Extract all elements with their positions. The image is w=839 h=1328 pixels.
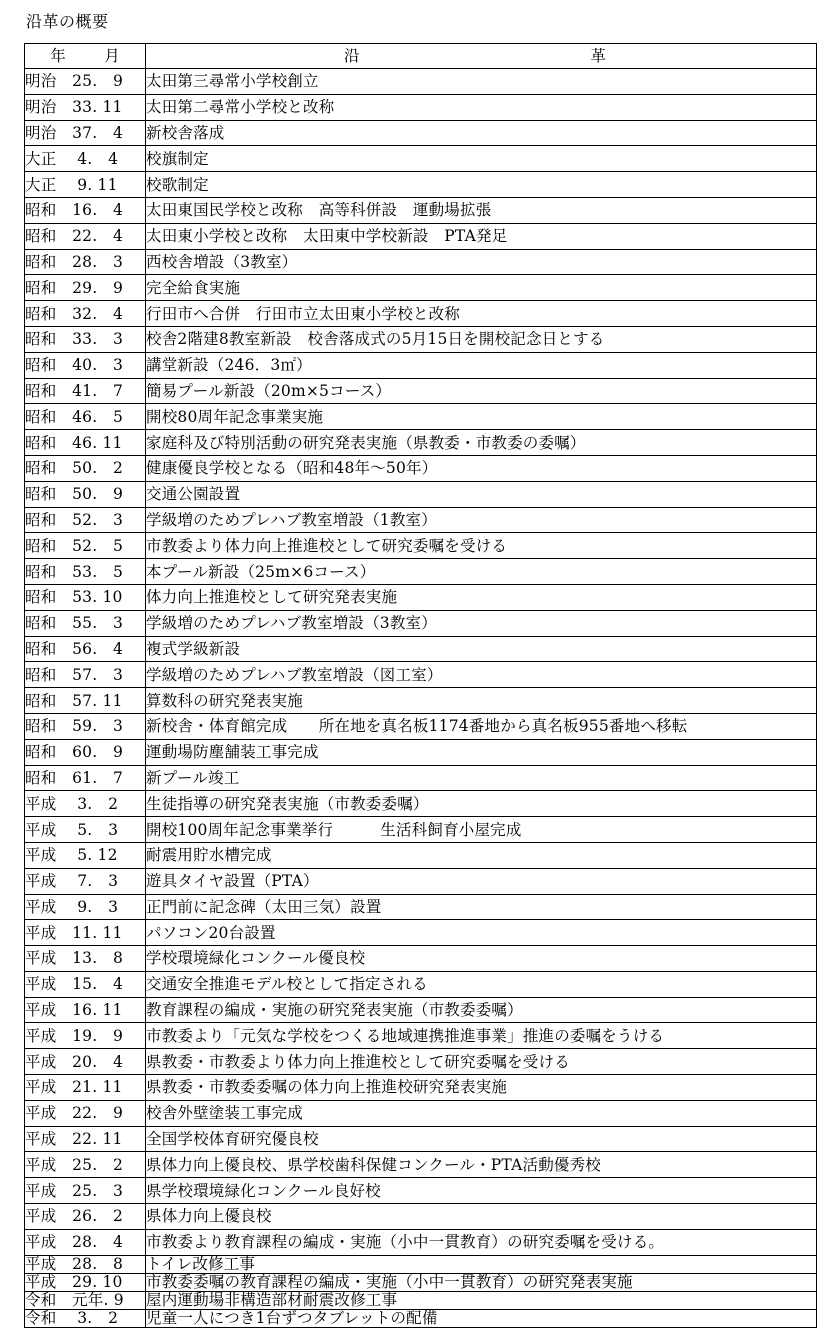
table-row	[25, 946, 817, 972]
row-event: 市教委より体力向上推進校として研究委嘱を受ける	[146, 533, 817, 559]
history-table	[24, 43, 817, 1328]
header-date: 年 月	[25, 44, 146, 69]
row-event: パソコン20台設置	[146, 920, 817, 946]
row-event: 校舎外壁塗装工事完成	[146, 1100, 817, 1126]
table-row	[25, 172, 817, 198]
row-date: 平成 3. 2	[25, 791, 146, 817]
table-row	[25, 1049, 817, 1075]
row-event: 県体力向上優良校	[146, 1204, 817, 1230]
row-event: 校舎2階建8教室新設 校舎落成式の5月15日を開校記念日とする	[146, 326, 817, 352]
table-row	[25, 249, 817, 275]
table-row	[25, 120, 817, 146]
table-row	[25, 791, 817, 817]
history-rows	[25, 69, 817, 1328]
table-header-row	[25, 44, 817, 69]
row-date: 平成 28. 4	[25, 1229, 146, 1255]
table-row	[25, 378, 817, 404]
row-event: 複式学級新設	[146, 636, 817, 662]
table-row	[25, 817, 817, 843]
table-row	[25, 1023, 817, 1049]
row-event: 生徒指導の研究発表実施（市教委委嘱）	[146, 791, 817, 817]
row-event: 太田第三尋常小学校創立	[146, 69, 817, 95]
row-date: 平成 29. 10	[25, 1273, 146, 1291]
table-row	[25, 404, 817, 430]
table-row	[25, 894, 817, 920]
table-row	[25, 842, 817, 868]
row-event: 太田東国民学校と改称 高等科併設 運動場拡張	[146, 197, 817, 223]
row-date: 昭和 52. 3	[25, 507, 146, 533]
row-date: 平成 22. 11	[25, 1126, 146, 1152]
row-event: 健康優良学校となる（昭和48年～50年）	[146, 455, 817, 481]
table-row	[25, 1100, 817, 1126]
row-date: 昭和 52. 5	[25, 533, 146, 559]
row-event: 講堂新設（246．3㎡）	[146, 352, 817, 378]
table-row	[25, 1178, 817, 1204]
table-row	[25, 559, 817, 585]
table-row	[25, 868, 817, 894]
row-date: 昭和 53. 5	[25, 559, 146, 585]
row-date: 平成 25. 3	[25, 1178, 146, 1204]
table-row	[25, 971, 817, 997]
table-row	[25, 997, 817, 1023]
row-event: 市教委より教育課程の編成・実施（小中一貫教育）の研究委嘱を受ける。	[146, 1229, 817, 1255]
header-history-left: 沿	[344, 47, 360, 65]
row-event: 新プール竣工	[146, 765, 817, 791]
row-event: 新校舎落成	[146, 120, 817, 146]
row-event: 家庭科及び特別活動の研究発表実施（県教委・市教委の委嘱）	[146, 430, 817, 456]
row-date: 昭和 53. 10	[25, 584, 146, 610]
row-event: 西校舎増設（3教室）	[146, 249, 817, 275]
table-row	[25, 1075, 817, 1101]
table-row	[25, 1152, 817, 1178]
table-row	[25, 584, 817, 610]
row-date: 平成 25. 2	[25, 1152, 146, 1178]
table-row	[25, 146, 817, 172]
table-row	[25, 1229, 817, 1255]
row-event: 新校舎・体育館完成 所在地を真名板1174番地から真名板955番地へ移転	[146, 713, 817, 739]
row-event: 体力向上推進校として研究発表実施	[146, 584, 817, 610]
header-history	[146, 44, 817, 69]
table-row	[25, 275, 817, 301]
row-date: 平成 5. 12	[25, 842, 146, 868]
row-event: 遊具タイヤ設置（PTA）	[146, 868, 817, 894]
row-date: 昭和 56. 4	[25, 636, 146, 662]
row-event: 学級増のためプレハブ教室増設（1教室）	[146, 507, 817, 533]
row-event: 完全給食実施	[146, 275, 817, 301]
table-row	[25, 610, 817, 636]
table-row	[25, 662, 817, 688]
row-date: 昭和 22. 4	[25, 223, 146, 249]
table-row	[25, 507, 817, 533]
row-event: 校旗制定	[146, 146, 817, 172]
row-date: 昭和 16. 4	[25, 197, 146, 223]
row-event: 交通安全推進モデル校として指定される	[146, 971, 817, 997]
row-date: 明治 33. 11	[25, 94, 146, 120]
row-event: 学校環境緑化コンクール優良校	[146, 946, 817, 972]
row-event: 市教委委嘱の教育課程の編成・実施（小中一貫教育）の研究発表実施	[146, 1273, 817, 1291]
row-event: 開校100周年記念事業挙行 生活科飼育小屋完成	[146, 817, 817, 843]
table-row	[25, 430, 817, 456]
row-event: 市教委より「元気な学校をつくる地域連携推進事業」推進の委嘱をうける	[146, 1023, 817, 1049]
table-row	[25, 1126, 817, 1152]
row-event: 教育課程の編成・実施の研究発表実施（市教委委嘱）	[146, 997, 817, 1023]
row-event: 正門前に記念碑（太田三気）設置	[146, 894, 817, 920]
table-row	[25, 1291, 817, 1309]
table-row	[25, 1255, 817, 1273]
row-date: 昭和 46. 11	[25, 430, 146, 456]
row-date: 昭和 60. 9	[25, 739, 146, 765]
row-event: 開校80周年記念事業実施	[146, 404, 817, 430]
row-date: 令和 元年. 9	[25, 1291, 146, 1309]
row-event: 学級増のためプレハブ教室増設（図工室）	[146, 662, 817, 688]
row-date: 平成 26. 2	[25, 1204, 146, 1230]
table-row	[25, 94, 817, 120]
row-date: 昭和 28. 3	[25, 249, 146, 275]
table-row	[25, 1273, 817, 1291]
row-date: 昭和 55. 3	[25, 610, 146, 636]
row-date: 大正 4. 4	[25, 146, 146, 172]
table-row	[25, 533, 817, 559]
table-row	[25, 1309, 817, 1327]
table-row	[25, 197, 817, 223]
row-date: 昭和 41. 7	[25, 378, 146, 404]
row-date: 昭和 59. 3	[25, 713, 146, 739]
row-event: 学級増のためプレハブ教室増設（3教室）	[146, 610, 817, 636]
row-event: 算数科の研究発表実施	[146, 688, 817, 714]
row-event: 県教委・市教委より体力向上推進校として研究委嘱を受ける	[146, 1049, 817, 1075]
row-date: 平成 21. 11	[25, 1075, 146, 1101]
row-date: 平成 19. 9	[25, 1023, 146, 1049]
row-date: 平成 7. 3	[25, 868, 146, 894]
row-date: 昭和 33. 3	[25, 326, 146, 352]
row-date: 明治 25. 9	[25, 69, 146, 95]
row-date: 平成 28. 8	[25, 1255, 146, 1273]
row-date: 平成 20. 4	[25, 1049, 146, 1075]
row-date: 明治 37. 4	[25, 120, 146, 146]
row-date: 昭和 50. 9	[25, 481, 146, 507]
row-date: 平成 5. 3	[25, 817, 146, 843]
table-row	[25, 1204, 817, 1230]
table-row	[25, 739, 817, 765]
row-event: 太田第二尋常小学校と改称	[146, 94, 817, 120]
row-event: 交通公園設置	[146, 481, 817, 507]
header-history-right: 革	[590, 47, 606, 65]
row-date: 昭和 61. 7	[25, 765, 146, 791]
row-date: 平成 15. 4	[25, 971, 146, 997]
page-title: 沿革の概要	[26, 12, 109, 31]
row-date: 昭和 57. 11	[25, 688, 146, 714]
row-date: 平成 9. 3	[25, 894, 146, 920]
row-date: 大正 9. 11	[25, 172, 146, 198]
row-event: 県教委・市教委委嘱の体力向上推進校研究発表実施	[146, 1075, 817, 1101]
table-row	[25, 481, 817, 507]
table-row	[25, 455, 817, 481]
row-event: 運動場防塵舗装工事完成	[146, 739, 817, 765]
row-event: 本プール新設（25m×6コース）	[146, 559, 817, 585]
table-row	[25, 688, 817, 714]
row-event: 県学校環境緑化コンクール良好校	[146, 1178, 817, 1204]
row-date: 昭和 57. 3	[25, 662, 146, 688]
table-row	[25, 713, 817, 739]
row-date: 平成 13. 8	[25, 946, 146, 972]
row-date: 平成 16. 11	[25, 997, 146, 1023]
row-event: 児童一人につき1台ずつタブレットの配備	[146, 1309, 817, 1327]
row-date: 令和 3. 2	[25, 1309, 146, 1327]
table-row	[25, 69, 817, 95]
row-event: 屋内運動場非構造部材耐震改修工事	[146, 1291, 817, 1309]
table-row	[25, 636, 817, 662]
row-date: 平成 11. 11	[25, 920, 146, 946]
row-event: 耐震用貯水槽完成	[146, 842, 817, 868]
table-row	[25, 223, 817, 249]
row-event: トイレ改修工事	[146, 1255, 817, 1273]
row-event: 簡易プール新設（20m×5コース）	[146, 378, 817, 404]
table-row	[25, 301, 817, 327]
row-date: 昭和 29. 9	[25, 275, 146, 301]
row-event: 行田市へ合併 行田市立太田東小学校と改称	[146, 301, 817, 327]
row-date: 平成 22. 9	[25, 1100, 146, 1126]
row-date: 昭和 50. 2	[25, 455, 146, 481]
row-event: 全国学校体育研究優良校	[146, 1126, 817, 1152]
row-date: 昭和 40. 3	[25, 352, 146, 378]
row-date: 昭和 46. 5	[25, 404, 146, 430]
row-event: 県体力向上優良校、県学校歯科保健コンクール・PTA活動優秀校	[146, 1152, 817, 1178]
table-row	[25, 765, 817, 791]
table-row	[25, 326, 817, 352]
row-date: 昭和 32. 4	[25, 301, 146, 327]
row-event: 太田東小学校と改称 太田東中学校新設 PTA発足	[146, 223, 817, 249]
table-row	[25, 352, 817, 378]
row-event: 校歌制定	[146, 172, 817, 198]
table-row	[25, 920, 817, 946]
